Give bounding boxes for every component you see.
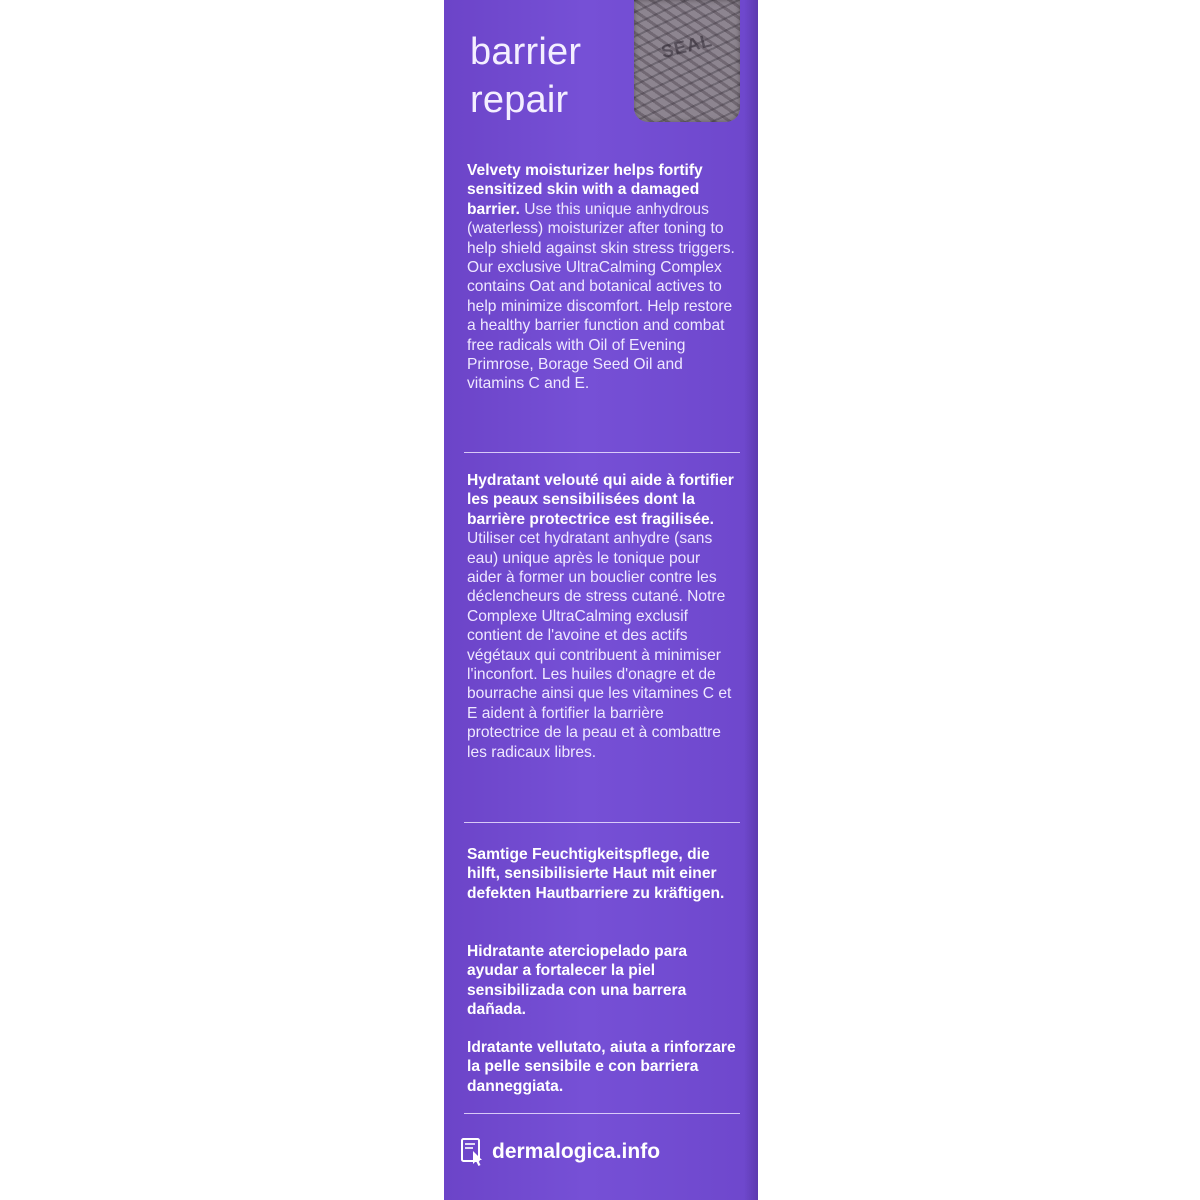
italian-bold-text: Idratante vellutato, aiuta a rinforzare la pelle sensibile e con barriera danneggiata. <box>467 1039 736 1095</box>
seal-text: SEAL <box>659 30 715 63</box>
cursor-hand-icon <box>460 1137 486 1167</box>
website-text[interactable]: dermalogica.info <box>492 1140 661 1163</box>
english-body-text: Use this unique anhydrous (waterless) moisturizer after toning to help shield against skin stress triggers. Our exclusive UltraCalming Complex contains Oat and botanical actives to help minimize discomfort. Help restore a healthy barrier function and combat free radicals with Oil of Evening Primrose, Borage Seed Oil and vitamins C and E. <box>467 200 735 393</box>
divider-2 <box>464 822 740 823</box>
german-bold-text: Samtige Feuchtigkeitspflege, die hilft, sensibilisierte Haut mit einer defekten Hautbarriere zu kräftigen. <box>467 846 725 902</box>
tamper-seal-sticker <box>634 0 740 122</box>
italian-description <box>467 1038 739 1096</box>
panel-edge-shadow <box>744 0 758 1200</box>
divider-3 <box>464 1113 740 1114</box>
spanish-bold-text: Hidratante aterciopelado para ayudar a fortalecer la piel sensibilizada con una barrera dañada. <box>467 943 688 1019</box>
french-body-text: Utiliser cet hydratant anhydre (sans eau) unique après le tonique pour aider à former un bouclier contre les déclencheurs de stress cutané. Notre Complexe UltraCalming exclusif contient de l'avoine et des actifs végétaux qui contribuent à minimiser l'inconfort. Les huiles d'onagre et de bourrache ainsi que les vitamines C et E aident à fortifier la barrière protectrice de la peau et à combattre les radicaux libres. <box>467 530 732 761</box>
title-line-2: repair <box>470 79 569 121</box>
english-bold-text: Velvety moisturizer helps fortify sensitized skin with a damaged barrier. <box>467 162 703 218</box>
french-description <box>467 471 739 762</box>
french-bold-text: Hydratant velouté qui aide à fortifier les peaux sensibilisées dont la barrière protectrice est fragilisée. <box>467 472 734 528</box>
divider-1 <box>464 452 740 453</box>
product-box-side-panel <box>444 0 758 1200</box>
german-description <box>467 845 739 903</box>
product-title <box>470 28 581 124</box>
english-description <box>467 161 739 394</box>
spanish-description <box>467 942 739 1020</box>
title-line-1: barrier <box>470 31 582 73</box>
website-link[interactable] <box>460 1137 660 1167</box>
